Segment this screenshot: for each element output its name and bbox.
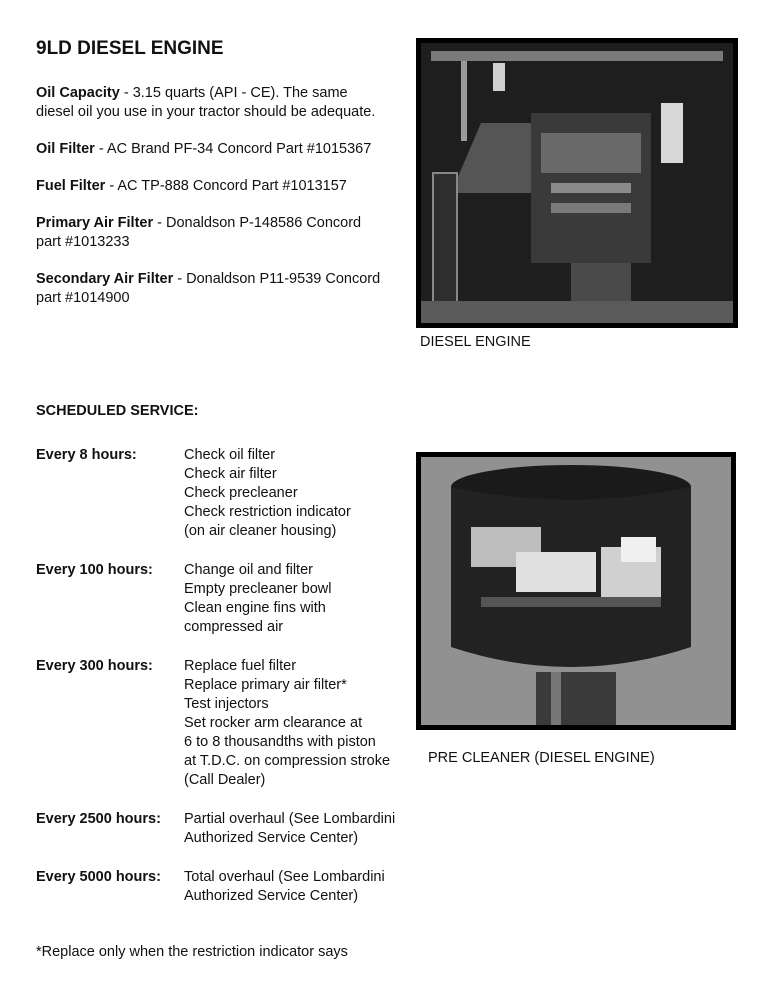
schedule-row-8-hours	[36, 446, 436, 541]
precleaner-photo-caption: PRE CLEANER (DIESEL ENGINE)	[428, 750, 655, 766]
schedule-tasks	[184, 868, 436, 906]
precleaner-photo	[416, 452, 736, 730]
spec-secondary-air-filter	[36, 270, 388, 308]
schedule-heading: SCHEDULED SERVICE:	[36, 403, 199, 419]
schedule-interval: Every 8 hours:	[36, 447, 137, 463]
schedule-interval: Every 5000 hours:	[36, 869, 161, 885]
schedule-tasks	[184, 446, 436, 541]
task-item: (Call Dealer)	[184, 772, 266, 788]
precleaner-illustration	[421, 457, 731, 725]
task-item: Test injectors	[184, 696, 269, 712]
spec-label: Fuel Filter	[36, 178, 106, 194]
spec-label: Primary Air Filter	[36, 215, 154, 231]
spec-oil-capacity	[36, 84, 388, 122]
task-item: Clean engine fins with	[184, 600, 326, 616]
schedule-interval: Every 2500 hours:	[36, 811, 161, 827]
task-item: Check restriction indicator	[184, 504, 351, 520]
task-item: at T.D.C. on compression stroke	[184, 753, 391, 769]
task-item: Change oil and filter	[184, 562, 313, 578]
spec-text: - Donaldson P-148586 Concord part #1013233	[36, 215, 362, 250]
task-item: Partial overhaul (See Lombardini	[184, 811, 396, 827]
spec-label: Oil Filter	[36, 141, 95, 157]
spec-label: Secondary Air Filter	[36, 271, 174, 287]
task-item: Replace fuel filter	[184, 658, 297, 674]
task-item: compressed air	[184, 619, 284, 635]
task-item: Empty precleaner bowl	[184, 581, 332, 597]
schedule-interval: Every 100 hours:	[36, 562, 153, 578]
task-item: Replace primary air filter*	[184, 677, 347, 693]
task-item: Authorized Service Center)	[184, 888, 359, 904]
task-item: Check precleaner	[184, 485, 298, 501]
footnote: *Replace only when the restriction indicator says	[36, 944, 348, 960]
schedule-row-5000-hours	[36, 868, 436, 906]
task-item: (on air cleaner housing)	[184, 523, 337, 539]
task-item: Check oil filter	[184, 447, 276, 463]
engine-illustration	[421, 43, 733, 323]
diesel-engine-photo	[416, 38, 738, 328]
task-item: Total overhaul (See Lombardini	[184, 869, 385, 885]
schedule-tasks	[184, 810, 436, 848]
schedule-row-300-hours	[36, 657, 436, 790]
schedule-row-100-hours	[36, 561, 436, 637]
spec-primary-air-filter	[36, 214, 388, 252]
engine-photo-caption: DIESEL ENGINE	[420, 334, 531, 350]
schedule-tasks	[184, 561, 436, 637]
spec-list	[36, 84, 388, 326]
spec-label: Oil Capacity	[36, 85, 120, 101]
spec-text: - AC Brand PF-34 Concord Part #1015367	[94, 141, 372, 157]
spec-text: - Donaldson P11-9539 Concord part #1014900	[36, 271, 381, 306]
page-title: 9LD DIESEL ENGINE	[36, 38, 224, 59]
task-item: Authorized Service Center)	[184, 830, 359, 846]
task-item: 6 to 8 thousandths with piston	[184, 734, 376, 750]
spec-text: - 3.15 quarts (API - CE). The same diesel oil you use in your tractor should be adequate.	[36, 85, 376, 120]
schedule-interval: Every 300 hours:	[36, 658, 153, 674]
schedule-row-2500-hours	[36, 810, 436, 848]
spec-text: - AC TP-888 Concord Part #1013157	[105, 178, 347, 194]
spec-fuel-filter	[36, 177, 388, 196]
schedule-tasks	[184, 657, 436, 790]
service-schedule	[36, 446, 436, 926]
spec-oil-filter	[36, 140, 388, 159]
task-item: Check air filter	[184, 466, 277, 482]
task-item: Set rocker arm clearance at	[184, 715, 363, 731]
